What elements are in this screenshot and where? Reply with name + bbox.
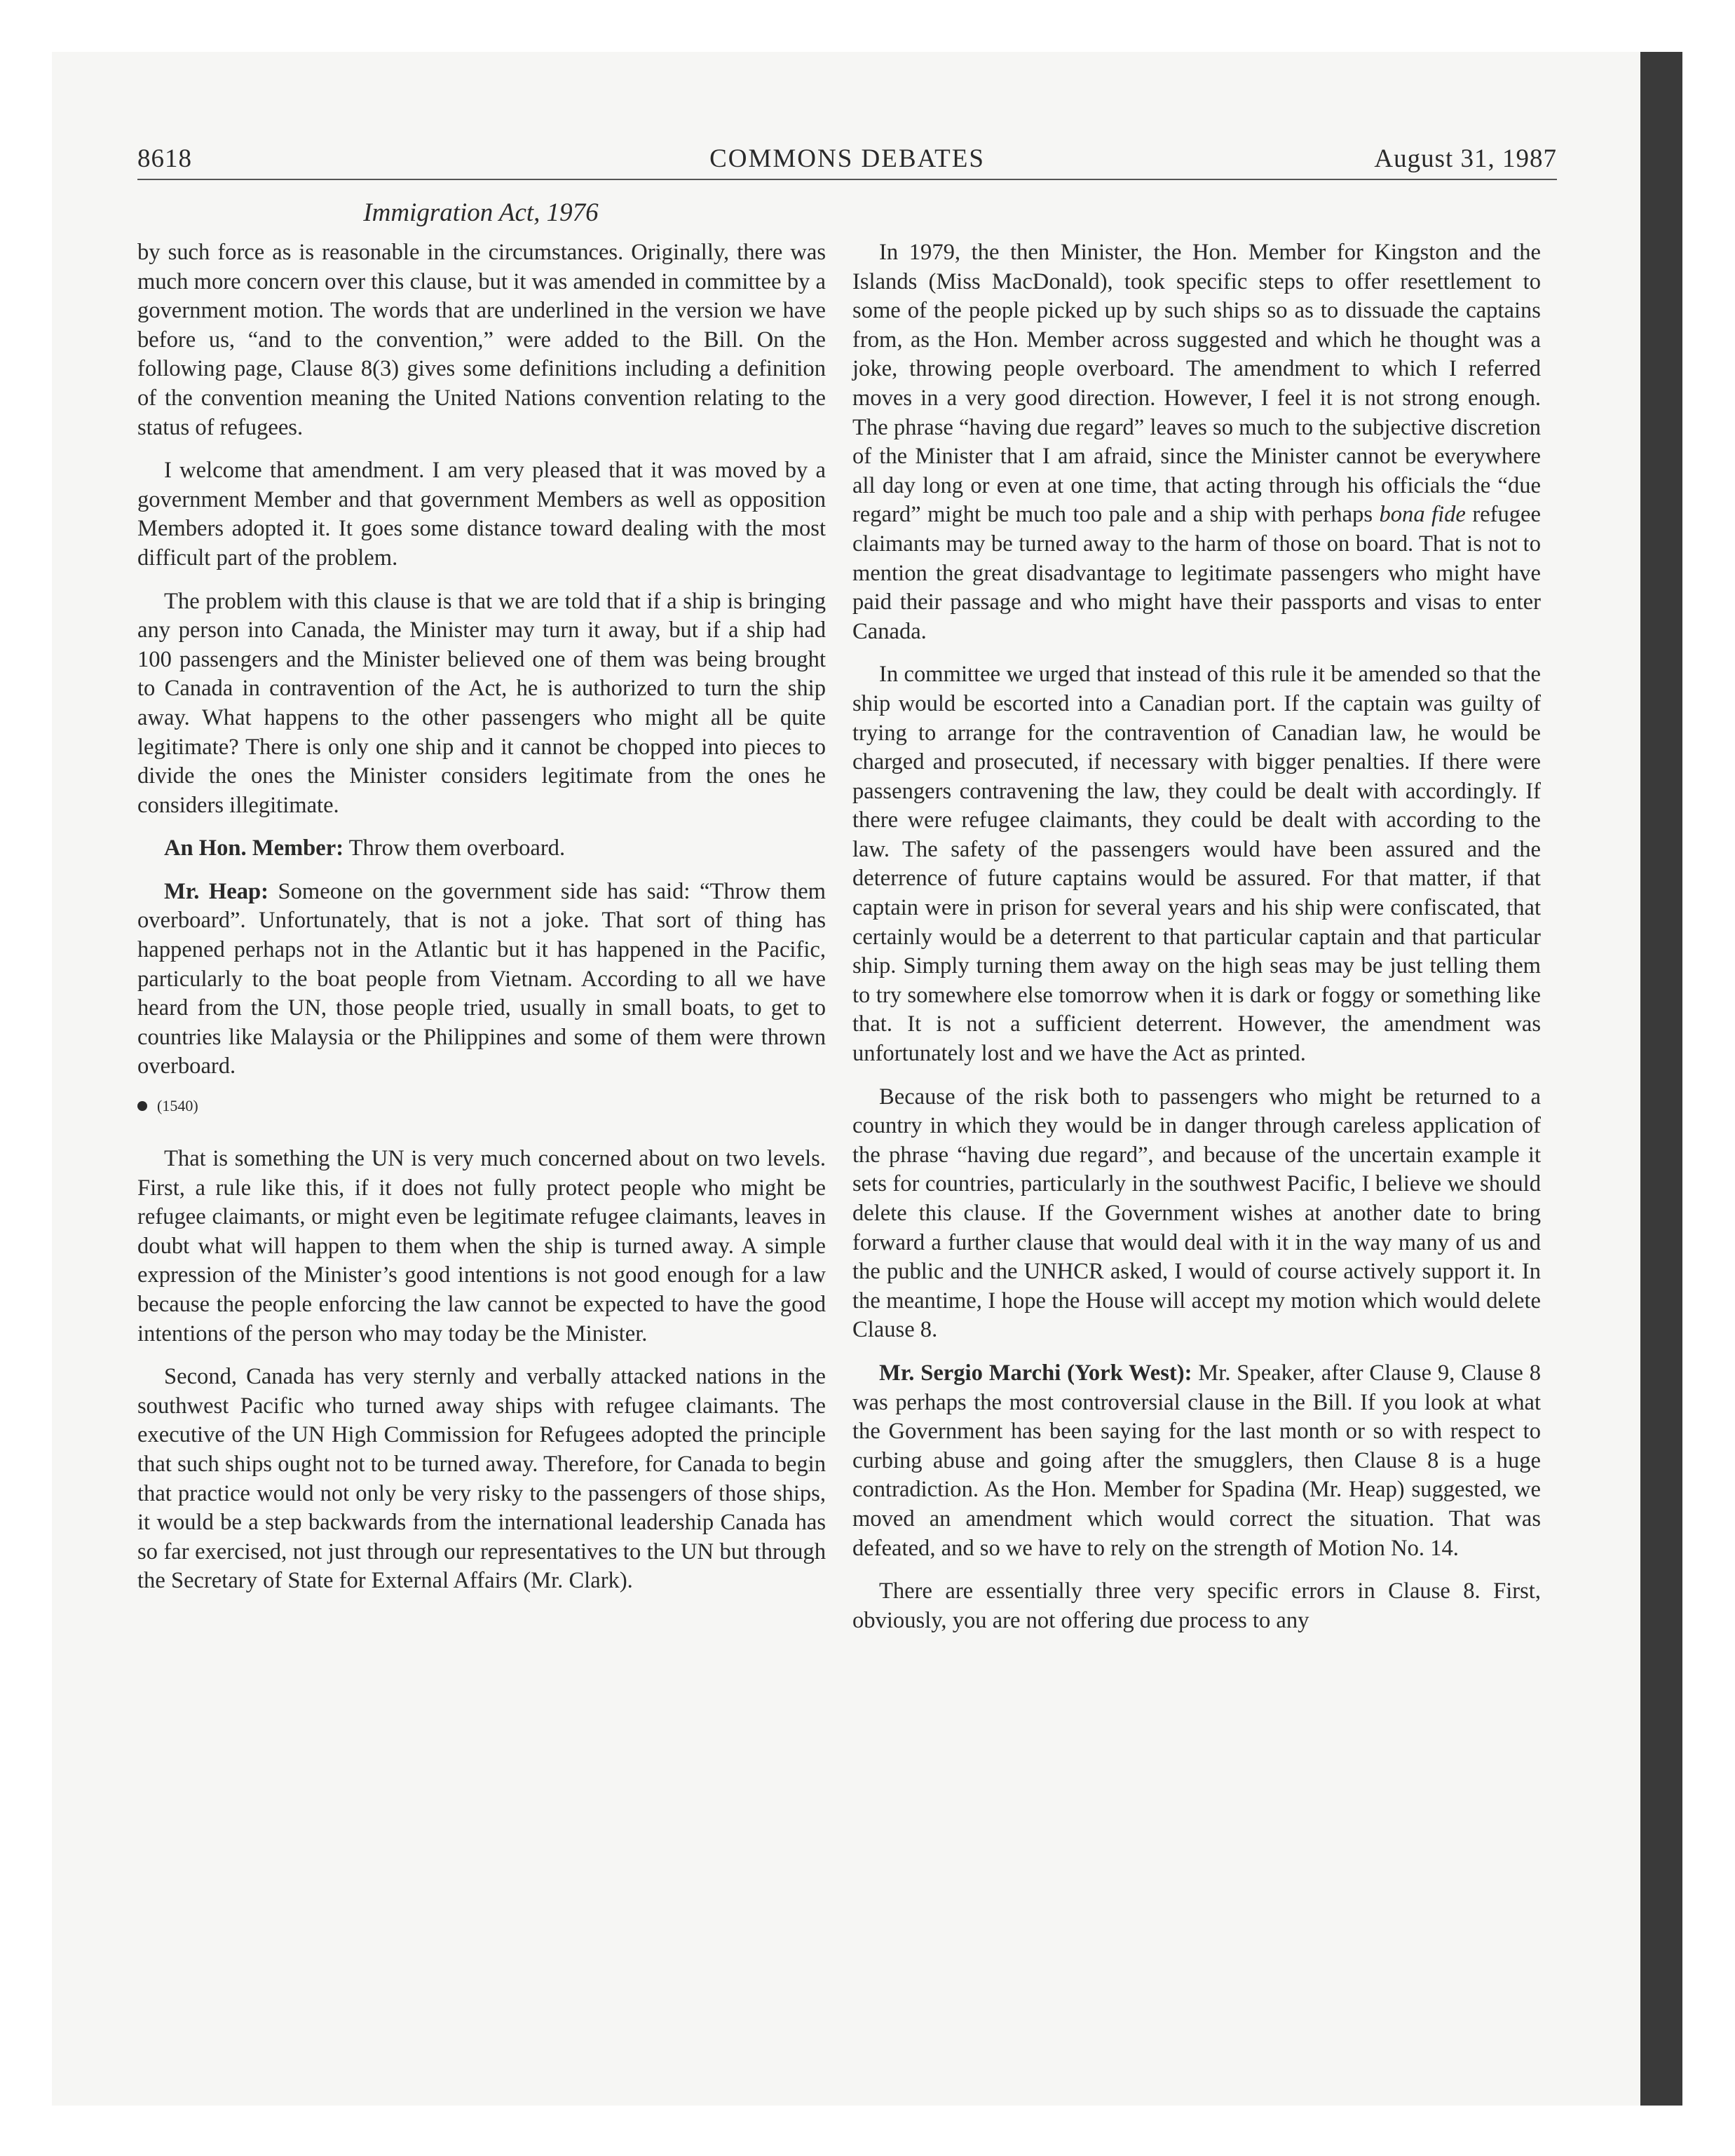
bullet-icon	[137, 1101, 147, 1111]
publication-date: August 31, 1987	[1374, 144, 1557, 173]
subject-heading: Immigration Act, 1976	[363, 198, 599, 227]
speech-text: Mr. Speaker, after Clause 9, Clause 8 was perhaps the most controversial clause in the Bill. If you look at what the Government has been saying for the last month or so with respect to curbing abuse and going after the smugglers, then Clause 8 is a huge contradiction. As the Hon. Member for Spadina (Mr. Heap) suggested, we moved an amendment which would correct the situation. That was defeated, and so we have to rely on the strength of Motion No. 14.	[852, 1360, 1541, 1561]
speaker-name: An Hon. Member:	[164, 835, 344, 861]
publication-title: COMMONS DEBATES	[709, 144, 985, 173]
speech-paragraph	[137, 878, 826, 1082]
speech-text: Someone on the government side has said: “Throw them overboard”. Unfortunately, that is not a joke. That sort of thing has happened perhaps not in the Atlantic but it has happened in the Pacific, particularly to the boat people from Vietnam. According to all we have heard from the UN, those people tried, usually in small boats, to get to countries like Malaysia or the Philippines and some of them were thrown overboard.	[137, 878, 826, 1079]
paragraph: by such force as is reasonable in the circumstances. Originally, there was much more concern over this clause, but it was amended in committee by a government motion. The words that are underlined in the version we have before us, “and to the convention,” were added to the Bill. On the following page, Clause 8(3) gives some definitions including a definition of the convention meaning the United Nations convention relating to the status of refugees.	[137, 240, 826, 440]
scan-edge-bar	[1640, 52, 1682, 2106]
speaker-name: Mr. Sergio Marchi (York West):	[879, 1360, 1192, 1386]
page-header	[137, 144, 1557, 180]
paragraph: That is something the UN is very much concerned about on two levels. First, a rule like this, if it does not fully protect people who might be refugee claimants, or might even be legitimate refugee claimants, leaves in doubt what will happen to them when the ship is turned away. A simple expression of the Minister’s good intentions is not good enough for a law because the people enforcing the law cannot be expected to have the good intentions of the person who may today be the Minister.	[137, 1146, 826, 1346]
time-marker-text: (1540)	[157, 1097, 198, 1115]
paragraph: Because of the risk both to passengers who might be returned to a country in which they would be in danger through careless application of the phrase “having due regard”, and because of the uncertain example it sets for countries, particularly in the southwest Pacific, I believe we should delete this clause. If the Government wishes at another date to bring forward a further clause that would deal with it in the way many of us and the public and the UNHCR asked, I would of course actively support it. In the meantime, I hope the House will accept my motion which would delete Clause 8.	[852, 1084, 1541, 1343]
paragraph-text: In 1979, the then Minister, the Hon. Member for Kingston and the Islands (Miss MacDonald), took specific steps to offer resettlement to some of the people picked up by such ships so as to dissuade the captains from, as the Hon. Member across suggested and which he thought was a joke, throwing people overboard. The amendment to which I referred moves in a very good direction. However, I feel it is not strong enough. The phrase “having due regard” leaves so much to the subjective discretion of the Minister that I am afraid, since the Minister cannot be everywhere all day long or even at one time, that acting through his officials the “due regard” might be much too pale and a ship with perhaps	[852, 240, 1541, 528]
right-column	[852, 238, 1541, 1649]
speech-paragraph	[852, 1359, 1541, 1563]
page-number: 8618	[137, 144, 192, 173]
speech-text: Throw them overboard.	[343, 835, 566, 861]
speaker-name: Mr. Heap:	[164, 878, 268, 904]
italic-term: bona fide	[1379, 502, 1466, 528]
paragraph: I welcome that amendment. I am very pleased that it was moved by a government Member and that government Members as well as opposition Members adopted it. It goes some distance toward dealing with the most difficult part of the problem.	[137, 458, 826, 571]
paragraph: There are essentially three very specific errors in Clause 8. First, obviously, you are not offering due process to any	[852, 1578, 1541, 1633]
left-column	[137, 238, 826, 1610]
paragraph: Second, Canada has very sternly and verbally attacked nations in the southwest Pacific who turned away ships with refugee claimants. The executive of the UN High Commission for Refugees adopted the principle that such ships ought not to be turned away. Therefore, for Canada to begin that practice would not only be very risky to the passengers of those ships, it would be a step backwards from the international leadership Canada has so far exercised, not just through our representatives to the UN but through the Secretary of State for External Affairs (Mr. Clark).	[137, 1364, 826, 1594]
speech-paragraph	[137, 834, 826, 864]
time-marker	[137, 1096, 826, 1117]
paragraph: The problem with this clause is that we are told that if a ship is bringing any person into Canada, the Minister may turn it away, but if a ship had 100 passengers and the Minister believed one of them was being brought to Canada in contravention of the Act, he is authorized to turn the ship away. What happens to the other passengers who might all be quite legitimate? There is only one ship and it cannot be chopped into pieces to divide the ones the Minister considers legitimate from the ones he considers illegitimate.	[137, 588, 826, 818]
paragraph-text: refugee claimants may be turned away to the harm of those on board. That is not to mention the great disadvantage to legitimate passengers who might have paid their passage and who might have their passports and visas to enter Canada.	[852, 502, 1541, 644]
paragraph	[852, 238, 1541, 646]
paragraph: In committee we urged that instead of this rule it be amended so that the ship would be escorted into a Canadian port. If the captain was guilty of trying to arrange for the contravention of Canadian law, he would be charged and prosecuted, if necessary with bigger penalties. If there were passengers contravening the law, they could be dealt with accordingly. If there were refugee claimants, they could be dealt with according to the law. The safety of the passengers would have been assured and the deterrence of future captains would be assured. For that matter, if that captain were in prison for several years and his ship were confiscated, that certainly would be a deterrent to that particular captain and that particular ship. Simply turning them away on the high seas may be just telling them to try somewhere else tomorrow when it is dark or foggy or something like that. It is not a sufficient deterrent. However, the amendment was unfortunately lost and we have the Act as printed.	[852, 662, 1541, 1067]
